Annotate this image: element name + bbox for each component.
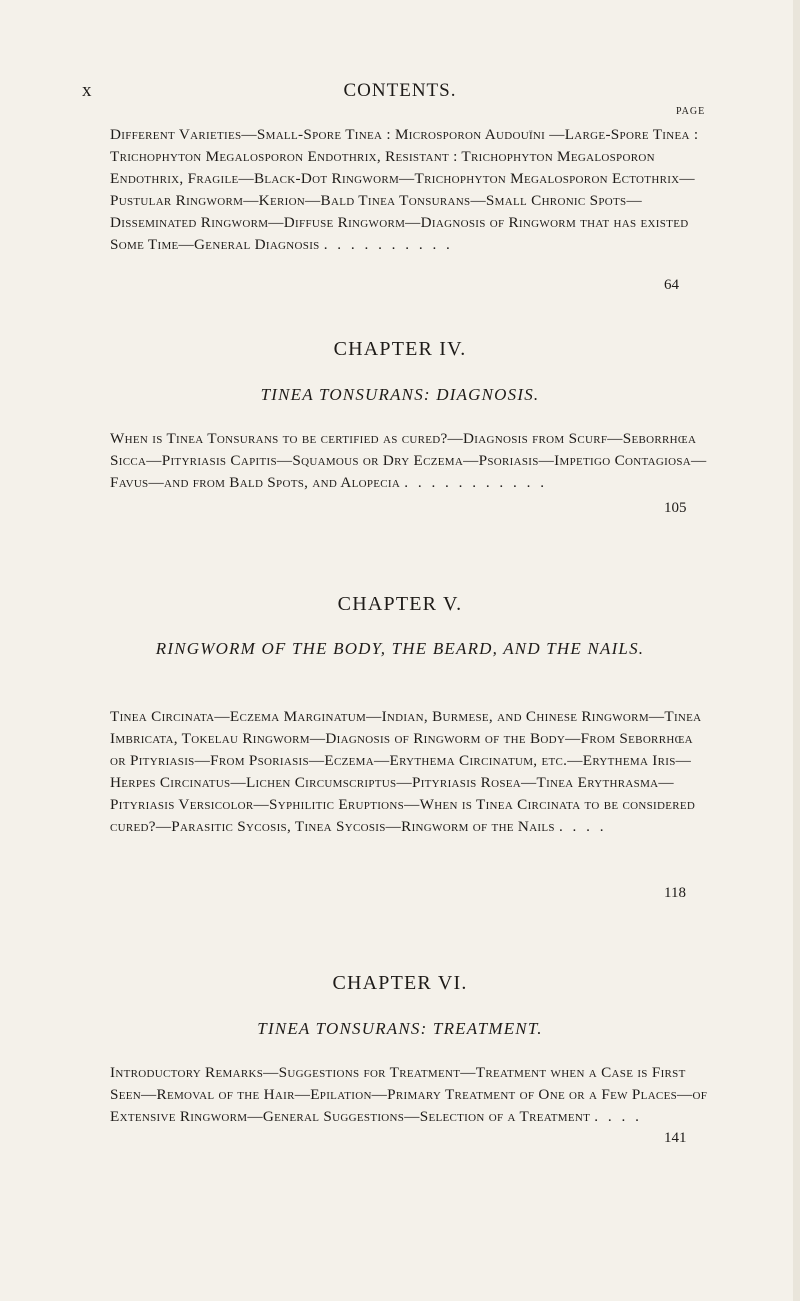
toc-page-number: 64 [664, 277, 679, 293]
toc-entry-text: Introductory Remarks—Suggestions for Treatment—Treatment when a Case is First Seen—Removal of the Hair—Epilation—Primary Treatment of One or a Few Places—of Extensive Ringworm—General Suggestions—Selection of a Treatment [110, 1064, 708, 1125]
toc-entry-text: Different Varieties—Small-Spore Tinea : Microsporon Audouïni —Large-Spore Tinea : Trichophyton Megalosporon Endothrix, Resistant : Trichophyton Megalosporon Endothrix, Fragile—Black-Dot Ringworm—Trichophyton Megalosporon Ectothrix—Pustular Ringworm—Kerion—Bald Tinea Tonsurans—Small Chronic Spots—Disseminated Ringworm—Diffuse Ringworm—Diagnosis of Ringworm that has existed Some Time—General Diagnosis [110, 126, 699, 253]
toc-page-number: 118 [664, 885, 686, 901]
page-column-label: PAGE [676, 106, 706, 117]
toc-entry-text: When is Tinea Tonsurans to be certified as cured?—Diagnosis from Scurf—Seborrhœa Sicca—Pityriasis Capitis—Squamous or Dry Eczema—Psoriasis—Impetigo Contagiosa—Favus—and from Bald Spots, and Alopecia [110, 430, 707, 491]
toc-entry [110, 124, 710, 256]
chapter-heading: CHAPTER V. [337, 593, 463, 615]
dot-leader: . . . . . . . . . . [323, 236, 453, 253]
dot-leader: . . . . [558, 818, 607, 835]
toc-entry [110, 1062, 710, 1128]
chapter-title: TINEA TONSURANS: TREATMENT. [257, 1019, 543, 1038]
page-number: x [82, 80, 92, 101]
toc-page-number: 141 [664, 1130, 687, 1146]
dot-leader: . . . . . . . . . . . [404, 474, 547, 491]
toc-page-number: 105 [664, 500, 687, 516]
toc-entry [110, 428, 710, 494]
chapter-title: RINGWORM OF THE BODY, THE BEARD, AND THE NAILS. [155, 639, 645, 658]
chapter-heading: CHAPTER IV. [333, 338, 467, 360]
dot-leader: . . . . [594, 1108, 642, 1125]
toc-entry [110, 706, 710, 838]
page-edge [793, 0, 800, 1301]
running-title: CONTENTS. [343, 80, 457, 101]
chapter-title: TINEA TONSURANS: DIAGNOSIS. [260, 385, 540, 404]
chapter-heading: CHAPTER VI. [332, 972, 468, 994]
toc-entry-text: Tinea Circinata—Eczema Marginatum—Indian, Burmese, and Chinese Ringworm—Tinea Imbricata, Tokelau Ringworm—Diagnosis of Ringworm of the Body—From Seborrhœa or Pityriasis—From Psoriasis—Eczema—Erythema Circinatum, etc.—Erythema Iris—Herpes Circinatus—Lichen Circumscriptus—Pityriasis Rosea—Tinea Erythrasma—Pityriasis Versicolor—Syphilitic Eruptions—When is Tinea Circinata to be considered cured?—Parasitic Sycosis, Tinea Sycosis—Ringworm of the Nails [110, 708, 702, 835]
